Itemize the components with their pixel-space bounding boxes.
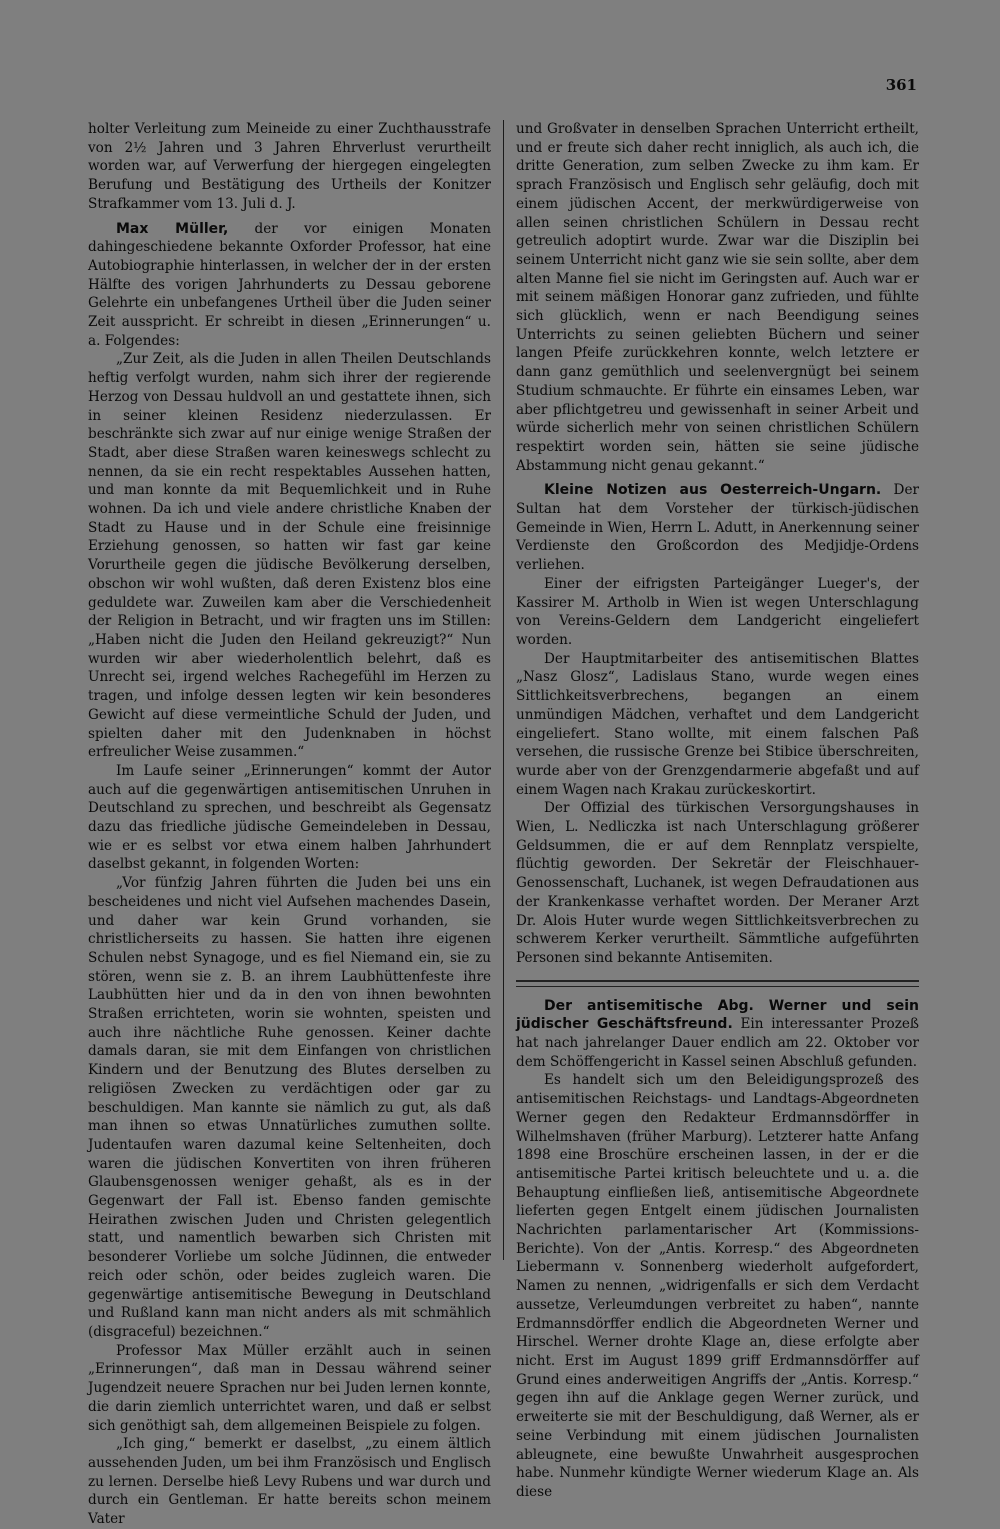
section-divider: [516, 980, 919, 982]
column-divider: [503, 120, 504, 1260]
oesterreich-notes-heading: Kleine Notizen aus Oesterreich-Ungarn.: [544, 482, 882, 499]
oesterreich-notes-paragraph-2: Einer der eifrigsten Parteigänger Lueger's, der Kassirer M. Artholb in Wien ist wegen Unterschlagung von Vereins-Geldern dem Landgericht eingeliefert worden.: [516, 575, 919, 648]
left-paragraph-7: „Ich ging,“ bemerkt er daselbst, „zu einem ältlich aussehenden Juden, um bei ihm Französisch und Englisch zu lernen. Derselbe hieß Levy Rubens und war durch und durch ein Gentleman. Er hatte bereits schon meinem Vater: [88, 1436, 491, 1528]
werner-heading: Der antisemitische Abg. Werner und sein jüdischer Geschäftsfreund.: [516, 997, 919, 1033]
oesterreich-notes-paragraph-3: Der Hauptmitarbeiter des antisemitischen Blattes „Nasz Glosz“, Ladislaus Stano, wurde wegen eines Sittlichkeitsverbrechens, begangen an einem unmündigen Mädchen, verhaftet und dem Landgericht eingeliefert. Stano wollte, mit einem falschen Paß versehen, die russische Grenze bei Stibice überschreiten, wurde aber von der Grenzgendarmerie abgefaßt und auf einem Wagen nach Krakau zurückeskortirt.: [516, 650, 919, 798]
left-paragraph-6: Professor Max Müller erzählt auch in seinen „Erinnerungen“, daß man in Dessau während seiner Jugendzeit neuere Sprachen nur bei Juden lernen konnte, die darin ziemlich unterrichtet waren, und daß er selbst sich genöthigt sah, dem allgemeinen Beispiele zu folgen.: [88, 1342, 491, 1434]
werner-intro: Ein interessanter Prozeß hat nach jahrelanger Dauer endlich am 22. Oktober vor dem Schöffengericht in Kassel seinen Abschluß gefunden.: [516, 1016, 920, 1070]
oesterreich-notes-paragraph-4: Der Offizial des türkischen Versorgungshauses in Wien, L. Nedliczka ist nach Unterschlagung größerer Geldsummen, die er auf dem Rennplatz verspielte, flüchtig geworden. Der Sekretär der Fleischhauer-Genossenschaft, Luchanek, ist wegen Defraudationen aus der Krankenkasse verhaftet worden. Der Meraner Arzt Dr. Alois Huter wurde wegen Sittlichkeitsverbrechen zu schwerem Kerker verurtheilt. Sämmtliche aufgeführten Personen sind bekannte Antisemiten.: [516, 800, 919, 966]
left-paragraph-3: „Zur Zeit, als die Juden in allen Theilen Deutschlands heftig verfolgt wurden, nahm sich ihrer der regierende Herzog von Dessau huldvoll an und gestattete ihnen, sich in seiner kleinen Residenz niederzulassen. Er beschränkte sich zwar auf nur einige wenige Straßen der Stadt, aber diese Straßen waren keineswegs schlecht zu nennen, da sie ein recht respektables Aussehen hatten, und man konnte da mit Bequemlichkeit und in Ruhe wohnen. Da ich und viele andere christliche Knaben der Stadt zu Hause und in der Schule eine freisinnige Erziehung genossen, so hatten wir fast gar keine Vorurtheile gegen die jüdische Bevölkerung derselben, obschon wir wohl wußten, daß deren Existenz blos eine geduldete war. Zuweilen kam aber die Verschiedenheit der Religion in Betracht, und wir fragten uns im Stillen: „Haben nicht die Juden den Heiland gekreuzigt?“ Nun wurden wir aber wiederholentlich belehrt, daß es Unrecht sei, irgend welches Rachegefühl im Herzen zu tragen, und infolge dessen legten wir kein besonderes Gewicht auf diese vermeintliche Schuld der Juden, und spielten daher mit den Judenknaben in höchst erfreulicher Weise zusammen.“: [88, 351, 491, 761]
section-divider-thin: [516, 986, 919, 987]
max-mueller-article: [88, 220, 491, 351]
left-column: [88, 120, 491, 1529]
oesterreich-notes-intro: Der Sultan hat dem Vorsteher der türkisch-jüdischen Gemeinde in Wien, Herrn L. Adutt, in Anerkennung seiner Verdienste den Großcordon des Medjidje-Ordens verliehen.: [516, 482, 919, 574]
left-paragraph-5: „Vor fünfzig Jahren führten die Juden bei uns ein bescheidenes und nicht viel Aufsehen machendes Dasein, und daher war kein Grund vorhanden, sie christlicherseits zu hassen. Sie hatten ihre eigenen Schulen nebst Synagoge, und es fiel Niemand ein, sie zu stören, wenn sie z. B. an ihrem Laubhüttenfeste ihre Laubhütten hier und da in den von ihnen bewohnten Straßen errichteten, worin sie wohnten, speisten und auch ihre nächtliche Ruhe genossen. Keiner dachte damals daran, sie mit dem Einfangen von christlichen Kindern und der Benutzung des Blutes derselben zu religiösen Zwecken zu verdächtigen oder gar zu beschuldigen. Man kannte sie nämlich zu gut, als daß man ihnen so etwas Unnatürliches zumuthen sollte. Judentaufen waren dazumal keine Seltenheiten, doch waren die jüdischen Konvertiten von ihren früheren Glaubensgenossen weniger gehaßt, als es in der Gegenwart der Fall ist. Ebenso fanden gemischte Heirathen zwischen Juden und Christen gelegentlich statt, und namentlich bewarben sich Christen mit besonderer Vorliebe um solche Jüdinnen, die entweder reich oder schön, oder beides zugleich waren. Die gegenwärtige antisemitische Bewegung in Deutschland und Rußland kann man nicht anders als mit schmählich (disgraceful) bezeichnen.“: [88, 875, 491, 1340]
right-paragraph-1: und Großvater in denselben Sprachen Unterricht ertheilt, und er freute sich daher recht inniglich, als auch ich, die dritte Generation, zum selben Zwecke zu ihm kam. Er sprach Französisch und Englisch sehr geläufig, doch mit einem jüdischen Accent, der merkwürdigerweise von allen seinen christlichen Schülern in Dessau recht getreulich adoptirt wurde. Zwar war die Disziplin bei seinem Unterricht nicht ganz wie sie sein sollte, aber dem alten Manne fiel sie nicht im Geringsten auf. Auch war er mit seinem mäßigen Honorar ganz zufrieden, und fühlte sich glücklich, wenn er nach Beendigung seines Unterrichts zu seinen geliebten Büchern und seiner langen Pfeife zurückkehren konnte, welch letztere er dann ganz gemüthlich und seelenvergnügt bei seinem Studium schmauchte. Er führte ein einsames Leben, war aber pflichtgetreu und gewissenhaft in seiner Arbeit und würde sicherlich mehr von seinen christlichen Schülern respektirt worden sein, hätten sie seine jüdische Abstammung nicht genau gekannt.“: [516, 121, 919, 474]
right-column: [516, 120, 919, 1502]
max-mueller-intro: der vor einigen Monaten dahingeschiedene bekannte Oxforder Professor, hat eine Autobiographie hinterlassen, in welcher der in der ersten Hälfte des vorigen Jahrhunderts zu Dessau geborene Gelehrte ein unbefangenes Urtheil über die Juden seiner Zeit ausspricht. Er schreibt in diesen „Erinnerungen“ u. a. Folgendes:: [88, 220, 491, 349]
werner-article: [516, 997, 919, 1072]
max-mueller-heading: Max Müller,: [116, 220, 229, 237]
werner-paragraph-2: Es handelt sich um den Beleidigungsprozeß des antisemitischen Reichstags- und Landtags-Abgeordneten Werner gegen den Redakteur Erdmannsdörffer in Wilhelmshaven (früher Marburg). Letzterer hatte Anfang 1898 eine Broschüre erscheinen lassen, in der er die antisemitische Partei kritisch beleuchtete und u. a. die Behauptung einfließen ließ, antisemitische Abgeordnete lieferten gegen Entgelt einem jüdischen Journalisten Nachrichten parlamentarischer Art (Kommissions-Berichte). Von der „Antis. Korresp.“ des Abgeordneten Liebermann v. Sonnenberg wiederholt aufgefordert, Namen zu nennen, „widrigenfalls er sich dem Verdacht aussetze, Verleumdungen verbreitet zu haben“, nannte Erdmannsdörffer endlich die Abgeordneten Werner und Hirschel. Werner drohte Klage an, diese erfolgte aber nicht. Erst im August 1899 griff Erdmannsdörffer auf Grund eines anderweitigen Angriffs der „Antis. Korresp.“ gegen ihn auf die Anklage gegen Werner zurück, und erweiterte sie mit der Beschuldigung, daß Werner, als er seine Verbindung mit einem jüdischen Journalisten ableugnete, eine bewußte Unwahrheit ausgesprochen habe. Nunmehr kündigte Werner wiederum Klage an. Als diese: [516, 1072, 919, 1500]
left-paragraph-1: holter Verleitung zum Meineide zu einer Zuchthausstrafe von 2½ Jahren und 3 Jahren Ehrverlust verurtheilt worden war, auf Verwerfung der hiergegen eingelegten Berufung und Bestätigung des Urtheils der Konitzer Strafkammer vom 13. Juli d. J.: [88, 121, 491, 212]
left-paragraph-4: Im Laufe seiner „Erinnerungen“ kommt der Autor auch auf die gegenwärtigen antisemitischen Unruhen in Deutschland zu sprechen, und beschreibt als Gegensatz dazu das friedliche jüdische Gemeindeleben in Dessau, wie er es selbst vor etwa einem halben Jahrhundert daselbst gekannt, in folgenden Worten:: [88, 762, 491, 873]
page-number: 361: [885, 76, 917, 94]
oesterreich-notes-article: [516, 481, 919, 575]
